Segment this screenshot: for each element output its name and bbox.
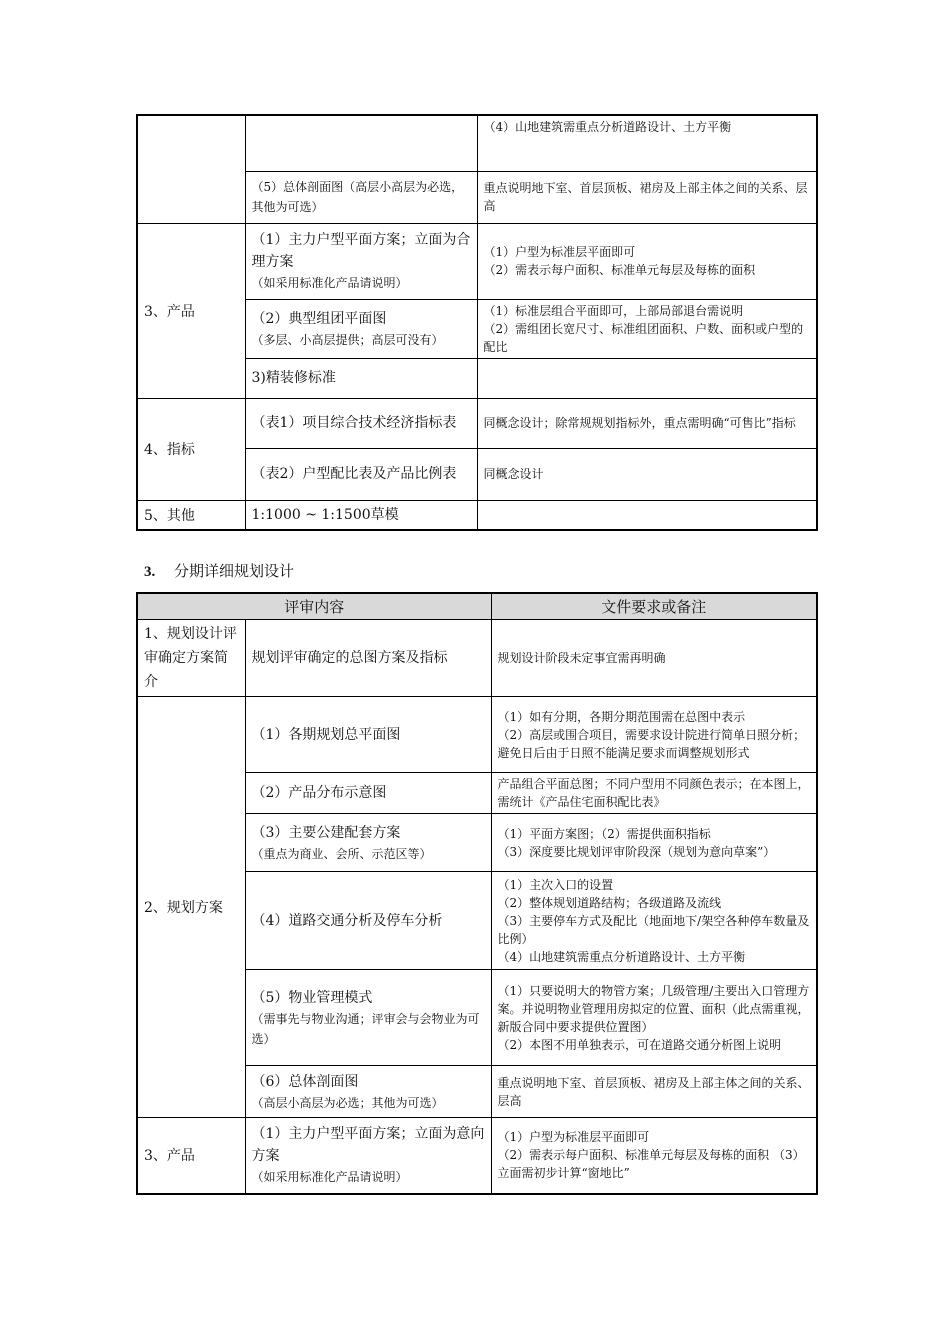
section-title: 分期详细规划设计 (174, 562, 295, 580)
table-row (137, 697, 817, 773)
note-cell: 重点说明地下室、首层顶板、裙房及上部主体之间的关系、层高 (477, 171, 817, 223)
section-scheme-summary: 1、规划设计评审确定方案简介 (137, 620, 245, 697)
note-cell (477, 358, 817, 398)
item-cell: （5）物业管理模式 （需事先与物业沟通；评审会与会物业为可选） (245, 970, 491, 1066)
note-cell: 同概念设计 (477, 448, 817, 500)
header-content: 评审内容 (137, 593, 491, 620)
section-number: 3. (144, 564, 156, 580)
note-cell: （1）如有分期，各期分期范围需在总图中表示 （2）高层或围合项目，需要求设计院进行简单日照分析；避免日后由于日照不能满足要求而调整规划形式 (491, 697, 817, 773)
table-row (137, 223, 817, 299)
note-cell: （1）标准层组合平面即可，上部局部退台需说明 （2）需组团长宽尺寸、标准组团面积、户数、面积或户型的配比 (477, 299, 817, 358)
item-cell: （1）各期规划总平面图 (245, 697, 491, 773)
note-cell: （1）平面方案图；（2）需提供面积指标 （3）深度要比规划评审阶段深（规划为意向草案”） (491, 814, 817, 872)
table-row (137, 115, 817, 171)
table-row (137, 1118, 817, 1194)
item-cell: （2）产品分布示意图 (245, 773, 491, 814)
header-requirements: 文件要求或备注 (491, 593, 817, 620)
item-cell: （6）总体剖面图 （高层小高层为必选；其他为可选） (245, 1066, 491, 1118)
item-cell: （表2）户型配比表及产品比例表 (245, 448, 477, 500)
item-cell: （4）道路交通分析及停车分析 (245, 872, 491, 970)
section-heading (144, 560, 294, 581)
note-cell: （1）户型为标准层平面即可 （2）需表示每户面积、标准单元每层及每栋的面积 (477, 223, 817, 299)
table-row (137, 500, 817, 530)
note-cell (477, 500, 817, 530)
item-cell: （1）主力户型平面方案；立面为合理方案 （如采用标准化产品请说明） (245, 223, 477, 299)
item-cell: （1）主力户型平面方案；立面为意向方案 （如采用标准化产品请说明） (245, 1118, 491, 1194)
item-cell (245, 115, 477, 171)
note-cell: 重点说明地下室、首层顶板、裙房及上部主体之间的关系、层高 (491, 1066, 817, 1118)
note-cell: 规划设计阶段未定事宜需再明确 (491, 620, 817, 697)
note-cell: 同概念设计；除常规规划指标外，重点需明确“可售比”指标 (477, 398, 817, 448)
table-row (137, 398, 817, 448)
item-cell: 1:1000 ~ 1:1500草模 (245, 500, 477, 530)
note-cell: （1）主次入口的设置 （2）整体规划道路结构；各级道路及流线 （3）主要停车方式及配比（地面地下/架空各种停车数量及比例） （4）山地建筑需重点分析道路设计、土方平衡 (491, 872, 817, 970)
note-cell: （1）户型为标准层平面即可 （2）需表示每户面积、标准单元每层及每栋的面积 （3）立面需初步计算“窗地比” (491, 1118, 817, 1194)
note-cell: （1）只要说明大的物管方案；几级管理/主要出入口管理方案。并说明物业管理用房拟定的位置、面积（此点需重视，新版合同中要求提供位置图） （2）本图不用单独表示，可在道路交通分析图上说明 (491, 970, 817, 1066)
table-planning-continued (136, 114, 818, 531)
header-row (137, 593, 817, 620)
table-phased-planning (136, 592, 818, 1195)
item-cell: 规划评审确定的总图方案及指标 (245, 620, 491, 697)
item-cell: 3)精装修标准 (245, 358, 477, 398)
section-other: 5、其他 (137, 500, 245, 530)
section-cell (137, 115, 245, 223)
item-cell: （表1）项目综合技术经济指标表 (245, 398, 477, 448)
table-row (137, 620, 817, 697)
item-cell: （2）典型组团平面图 （多层、小高层提供；高层可没有） (245, 299, 477, 358)
section-indicators: 4、指标 (137, 398, 245, 500)
section-planning-scheme: 2、规划方案 (137, 697, 245, 1118)
section-product: 3、产品 (137, 223, 245, 398)
note-cell: 产品组合平面总图；不同户型用不同颜色表示；在本图上，需统计《产品住宅面积配比表》 (491, 773, 817, 814)
section-product: 3、产品 (137, 1118, 245, 1194)
item-cell: （3）主要公建配套方案 （重点为商业、会所、示范区等） (245, 814, 491, 872)
note-cell: （4）山地建筑需重点分析道路设计、土方平衡 (477, 115, 817, 171)
item-cell: （5）总体剖面图（高层小高层为必选，其他为可选） (245, 171, 477, 223)
